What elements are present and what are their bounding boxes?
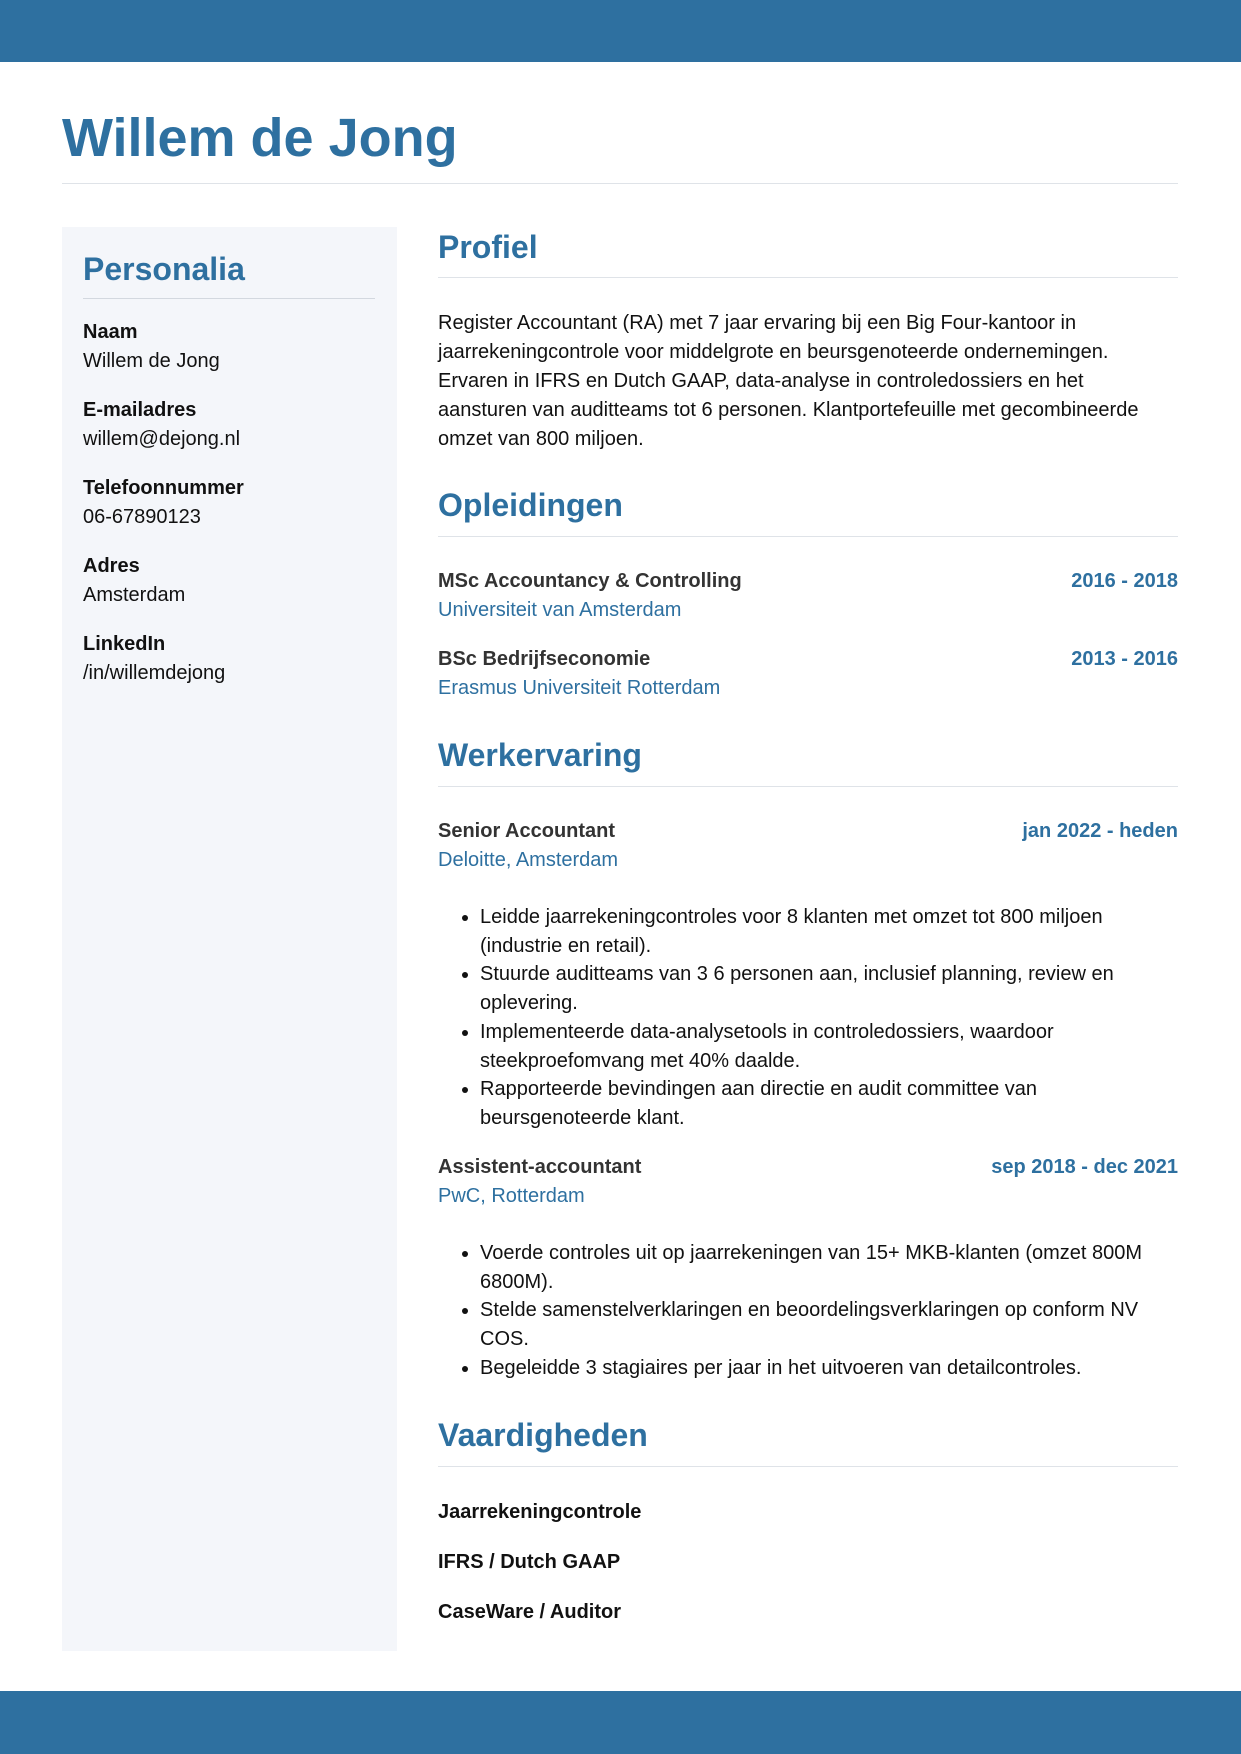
info-address — [83, 552, 383, 610]
info-value: /in/willemdejong — [83, 662, 226, 684]
achievement-item: • Leidde jaarrekeningcontroles voor 8 klanten met omzet tot 800 miljoen (industrie en retail). — [480, 903, 1178, 960]
achievement-item: • Begeleidde 3 stagiaires per jaar in het uitvoeren van detailcontroles. — [480, 1354, 1178, 1383]
education-entry — [438, 645, 1178, 703]
job-title: Assistent-accountant — [438, 1156, 642, 1178]
info-email — [83, 396, 383, 454]
section-divider — [438, 786, 1178, 787]
header-bar — [0, 0, 1241, 62]
personal-info-sidebar — [62, 227, 397, 1651]
info-linkedin — [83, 630, 383, 688]
info-value: 06-67890123 — [83, 506, 201, 528]
footer-bar — [0, 1691, 1241, 1754]
company-name: PwC, Rotterdam — [438, 1185, 585, 1207]
job-achievements — [438, 1239, 1178, 1383]
degree-title: MSc Accountancy & Controlling — [438, 570, 742, 592]
sidebar-divider — [83, 298, 375, 299]
info-label: LinkedIn — [83, 633, 166, 655]
info-label: Naam — [83, 321, 138, 343]
page-title: Willem de Jong — [62, 108, 458, 168]
info-value: Willem de Jong — [83, 350, 220, 372]
section-heading-experience: Werkervaring — [438, 737, 642, 773]
degree-title: BSc Bedrijfseconomie — [438, 648, 651, 670]
institution-name: Erasmus Universiteit Rotterdam — [438, 677, 721, 699]
profile-summary: Register Accountant (RA) met 7 jaar ervaring bij een Big Four-kantoor in jaarrekeningcontrole voor middelgrote en beursgenoteerde ondernemingen. Ervaren in IFRS en Dutch GAAP, data-analyse in controledossiers en het aansturen van auditteams tot 6 personen. Klantportefeuille met gecombineerde omzet van 800 miljoen. — [438, 312, 1139, 450]
education-entry — [438, 567, 1178, 625]
info-value: willem@dejong.nl — [83, 428, 241, 450]
info-label: E-mailadres — [83, 399, 197, 421]
job-entry — [438, 1153, 1178, 1211]
job-dates: sep 2018 - dec 2021 — [991, 1156, 1178, 1178]
job-achievements — [438, 903, 1178, 1133]
education-dates: 2013 - 2016 — [1071, 648, 1178, 670]
achievement-item: • Stelde samenstelverklaringen en beoordelingsverklaringen op conform NV COS. — [480, 1296, 1178, 1353]
skill-item: Jaarrekeningcontrole — [438, 1501, 642, 1523]
info-label: Telefoonnummer — [83, 477, 244, 499]
info-label: Adres — [83, 555, 140, 577]
sidebar-heading: Personalia — [83, 251, 245, 287]
job-title: Senior Accountant — [438, 820, 616, 842]
info-value: Amsterdam — [83, 584, 186, 606]
section-divider — [438, 536, 1178, 537]
section-heading-skills: Vaardigheden — [438, 1417, 648, 1453]
section-heading-education: Opleidingen — [438, 487, 623, 523]
header-divider — [62, 183, 1178, 184]
achievement-item: • Implementeerde data-analysetools in controledossiers, waardoor steekproefomvang met 40% daalde. — [480, 1018, 1178, 1075]
education-dates: 2016 - 2018 — [1071, 570, 1178, 592]
achievement-item: • Stuurde auditteams van 3 6 personen aan, inclusief planning, review en oplevering. — [480, 960, 1178, 1017]
skill-item: IFRS / Dutch GAAP — [438, 1551, 621, 1573]
skill-item: CaseWare / Auditor — [438, 1601, 621, 1623]
achievement-item: • Rapporteerde bevindingen aan directie en audit committee van beursgenoteerde klant. — [480, 1075, 1178, 1132]
institution-name: Universiteit van Amsterdam — [438, 599, 682, 621]
job-entry — [438, 817, 1178, 875]
job-dates: jan 2022 - heden — [1022, 820, 1178, 842]
info-name — [83, 318, 383, 376]
achievement-item: • Voerde controles uit op jaarrekeningen van 15+ MKB-klanten (omzet 800M 6800M). — [480, 1239, 1178, 1296]
company-name: Deloitte, Amsterdam — [438, 849, 619, 871]
section-divider — [438, 1466, 1178, 1467]
section-heading-profile: Profiel — [438, 229, 538, 265]
info-phone — [83, 474, 383, 532]
section-divider — [438, 277, 1178, 278]
